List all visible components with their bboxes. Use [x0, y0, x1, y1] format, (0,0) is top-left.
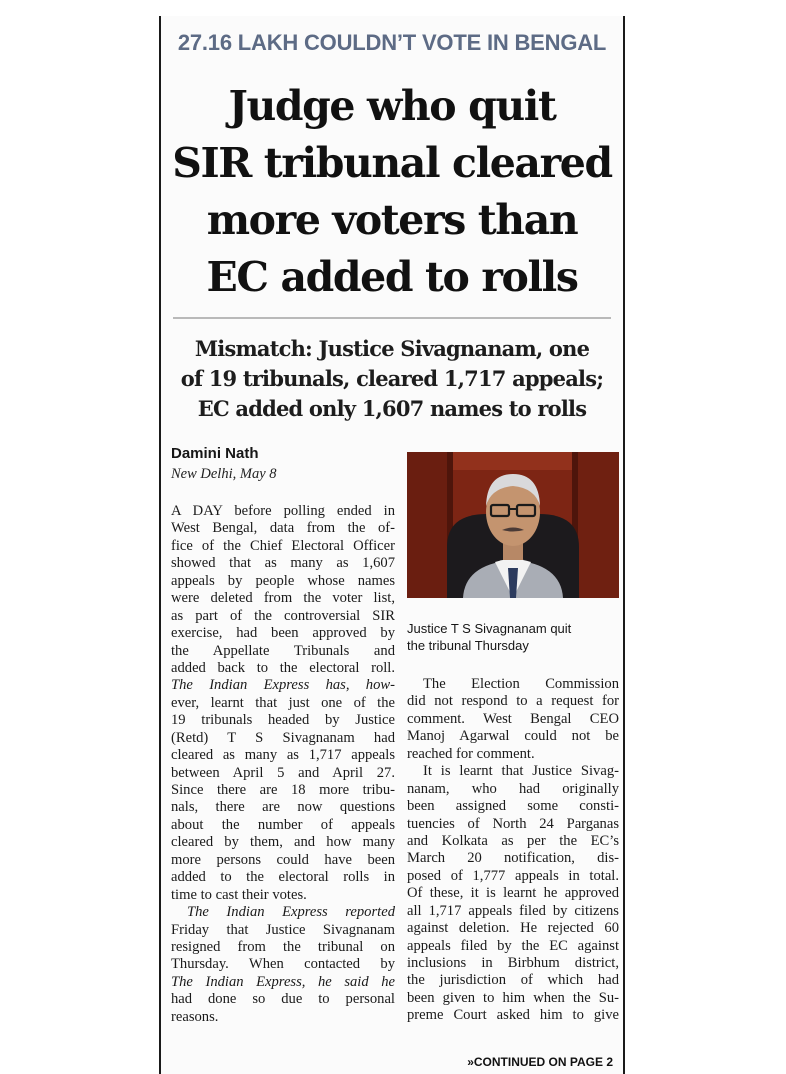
body-line: reached for comment.	[407, 745, 535, 762]
body-line-text: The Indian Express, he said he	[171, 973, 395, 990]
body-line-text: The Indian Express reported	[187, 904, 395, 921]
body-line: about the number of appeals	[171, 816, 395, 833]
body-line: nanam, who had originally	[407, 780, 619, 797]
divider	[173, 317, 611, 319]
body-line: showed that as many as 1,607	[171, 555, 395, 572]
body-line: cleared as many as 1,717 appeals	[171, 747, 395, 764]
body-line: ever, learnt that just one of the	[171, 694, 395, 711]
body-line: preme Court asked him to give	[407, 1007, 619, 1024]
body-line: exercise, had been approved by	[171, 625, 395, 642]
caption-line: Justice T S Sivagnanam quit	[407, 621, 572, 636]
portrait-illustration	[407, 452, 619, 598]
headline-line: SIR tribunal cleared	[172, 139, 612, 187]
body-line: been assigned some consti-	[407, 798, 619, 815]
body-line: Thursday. When contacted by	[171, 956, 395, 973]
body-line: The Election Commission	[423, 676, 619, 692]
body-line: appeals filed by the EC against	[407, 937, 619, 954]
headline-line: Judge who quit	[228, 82, 556, 130]
subheadline-line: Mismatch: Justice Sivagnanam, one	[194, 336, 590, 361]
body-column-left	[171, 503, 395, 1026]
body-line-italic-lead	[171, 974, 395, 991]
body-line: nals, there are now questions	[171, 799, 395, 816]
body-line: It is learnt that Justice Sivag-	[423, 763, 619, 780]
body-line: appeals by people whose names	[171, 572, 395, 589]
newspaper-clipping	[159, 16, 625, 1074]
body-line: posed of 1,777 appeals in total.	[407, 867, 619, 884]
body-line: (Retd) T S Sivagnanam had	[171, 729, 395, 746]
headline-line: more voters than	[206, 196, 578, 244]
dateline: New Delhi, May 8	[171, 466, 277, 482]
body-line: the Appellate Tribunals and	[171, 642, 395, 659]
body-line: added back to the electoral roll.	[171, 659, 395, 676]
body-line: reasons.	[171, 1008, 219, 1025]
body-line: time to cast their votes.	[171, 886, 307, 903]
body-line: resigned from the tribunal on	[171, 938, 395, 955]
subheadline-line: of 19 tribunals, cleared 1,717 appeals;	[180, 366, 604, 391]
headline-line: EC added to rolls	[206, 253, 578, 301]
body-line: all 1,717 appeals filed by citizens	[407, 902, 619, 919]
body-line-italic-lead	[171, 677, 395, 694]
photo-caption	[407, 620, 619, 655]
body-line: West Bengal, data from the of-	[171, 520, 395, 537]
body-line: had done so due to personal	[171, 991, 395, 1008]
body-line: the jurisdiction of which had	[407, 972, 619, 989]
body-line: 19 tribunals headed by Justice	[171, 712, 395, 729]
caption-line: the tribunal Thursday	[407, 638, 529, 654]
headline	[161, 78, 623, 306]
kicker: 27.16 LAKH COULDN’T VOTE IN BENGAL	[177, 30, 607, 55]
body-line-text: The Indian Express has, how-	[171, 677, 395, 694]
body-line: did not respond to a request for	[407, 693, 619, 710]
portrait-photo	[407, 452, 619, 598]
body-line: cleared by them, and how many	[171, 834, 395, 851]
body-line-italic-lead	[171, 904, 395, 921]
body-line: Of these, it is learnt he approved	[407, 885, 619, 902]
body-line: fice of the Chief Electoral Officer	[171, 537, 395, 554]
byline: Damini Nath	[171, 445, 259, 462]
continued-on-page-link[interactable]: »CONTINUED ON PAGE 2	[467, 1055, 613, 1069]
body-line: been given to him when the Su-	[407, 989, 619, 1006]
body-line: tuencies of North 24 Parganas	[407, 815, 619, 832]
body-line: as part of the controversial SIR	[171, 607, 395, 624]
subheadline	[161, 334, 623, 424]
body-line: Friday that Justice Sivagnanam	[171, 921, 395, 938]
body-line: against deletion. He rejected 60	[407, 920, 619, 937]
body-line: A DAY before polling ended in	[171, 503, 395, 519]
body-line: and Kolkata as per the EC’s	[407, 832, 619, 849]
body-line: comment. West Bengal CEO	[407, 710, 619, 727]
body-line: Since there are 18 more tribu-	[171, 782, 395, 798]
body-line: added to the electoral rolls in	[171, 869, 395, 886]
body-line: were deleted from the voter list,	[171, 590, 395, 607]
body-line: between April 5 and April 27.	[171, 764, 395, 781]
body-line: inclusions in Birbhum district,	[407, 955, 619, 971]
subheadline-line: EC added only 1,607 names to rolls	[197, 396, 587, 421]
body-column-right	[407, 676, 619, 1025]
body-line: Manoj Agarwal could not be	[407, 728, 619, 745]
body-line: more persons could have been	[171, 851, 395, 868]
body-line: March 20 notification, dis-	[407, 850, 619, 867]
